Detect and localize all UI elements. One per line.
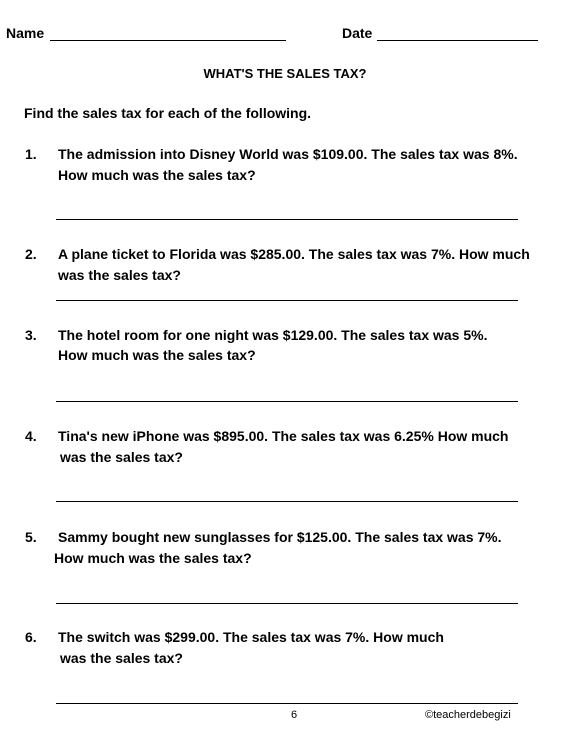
answer-line[interactable] [56,219,518,220]
instructions-text: Find the sales tax for each of the following. [24,105,312,121]
question-text-line2: was the sales tax? [60,650,183,666]
question-number: 6. [25,629,37,645]
question-text-line1: The switch was $299.00. The sales tax was 7%. How much [58,629,444,645]
date-label: Date [342,25,373,41]
question-number: 1. [25,146,37,162]
question-text-line1: The admission into Disney World was $109.00. The sales tax was 8%. [58,146,518,162]
answer-line[interactable] [56,603,518,604]
name-label: Name [6,25,45,41]
question-number: 3. [25,327,37,343]
answer-line[interactable] [56,300,518,301]
name-blank[interactable] [50,40,286,41]
question-text-line1: The hotel room for one night was $129.00. The sales tax was 5%. [58,327,488,343]
question-text-line2: How much was the sales tax? [58,347,256,363]
page-number: 6 [291,709,298,721]
copyright-credit: ©teacherdebegizi [425,709,511,721]
question-text-line1: Sammy bought new sunglasses for $125.00. The sales tax was 7%. [58,529,502,545]
date-blank[interactable] [377,40,538,41]
question-number: 2. [25,246,37,262]
worksheet-title: WHAT'S THE SALES TAX? [203,66,367,81]
answer-line[interactable] [56,401,518,402]
question-text-line2: How much was the sales tax? [58,167,256,183]
question-text-line2: was the sales tax? [58,267,181,283]
answer-line[interactable] [56,501,518,502]
answer-line[interactable] [56,703,518,704]
question-text-line1: Tina's new iPhone was $895.00. The sales tax was 6.25% How much [58,428,509,444]
question-number: 4. [25,428,37,444]
question-number: 5. [25,529,37,545]
question-text-line2: How much was the sales tax? [54,550,252,566]
question-text-line1: A plane ticket to Florida was $285.00. The sales tax was 7%. How much [58,246,530,262]
question-text-line2: was the sales tax? [60,449,183,465]
